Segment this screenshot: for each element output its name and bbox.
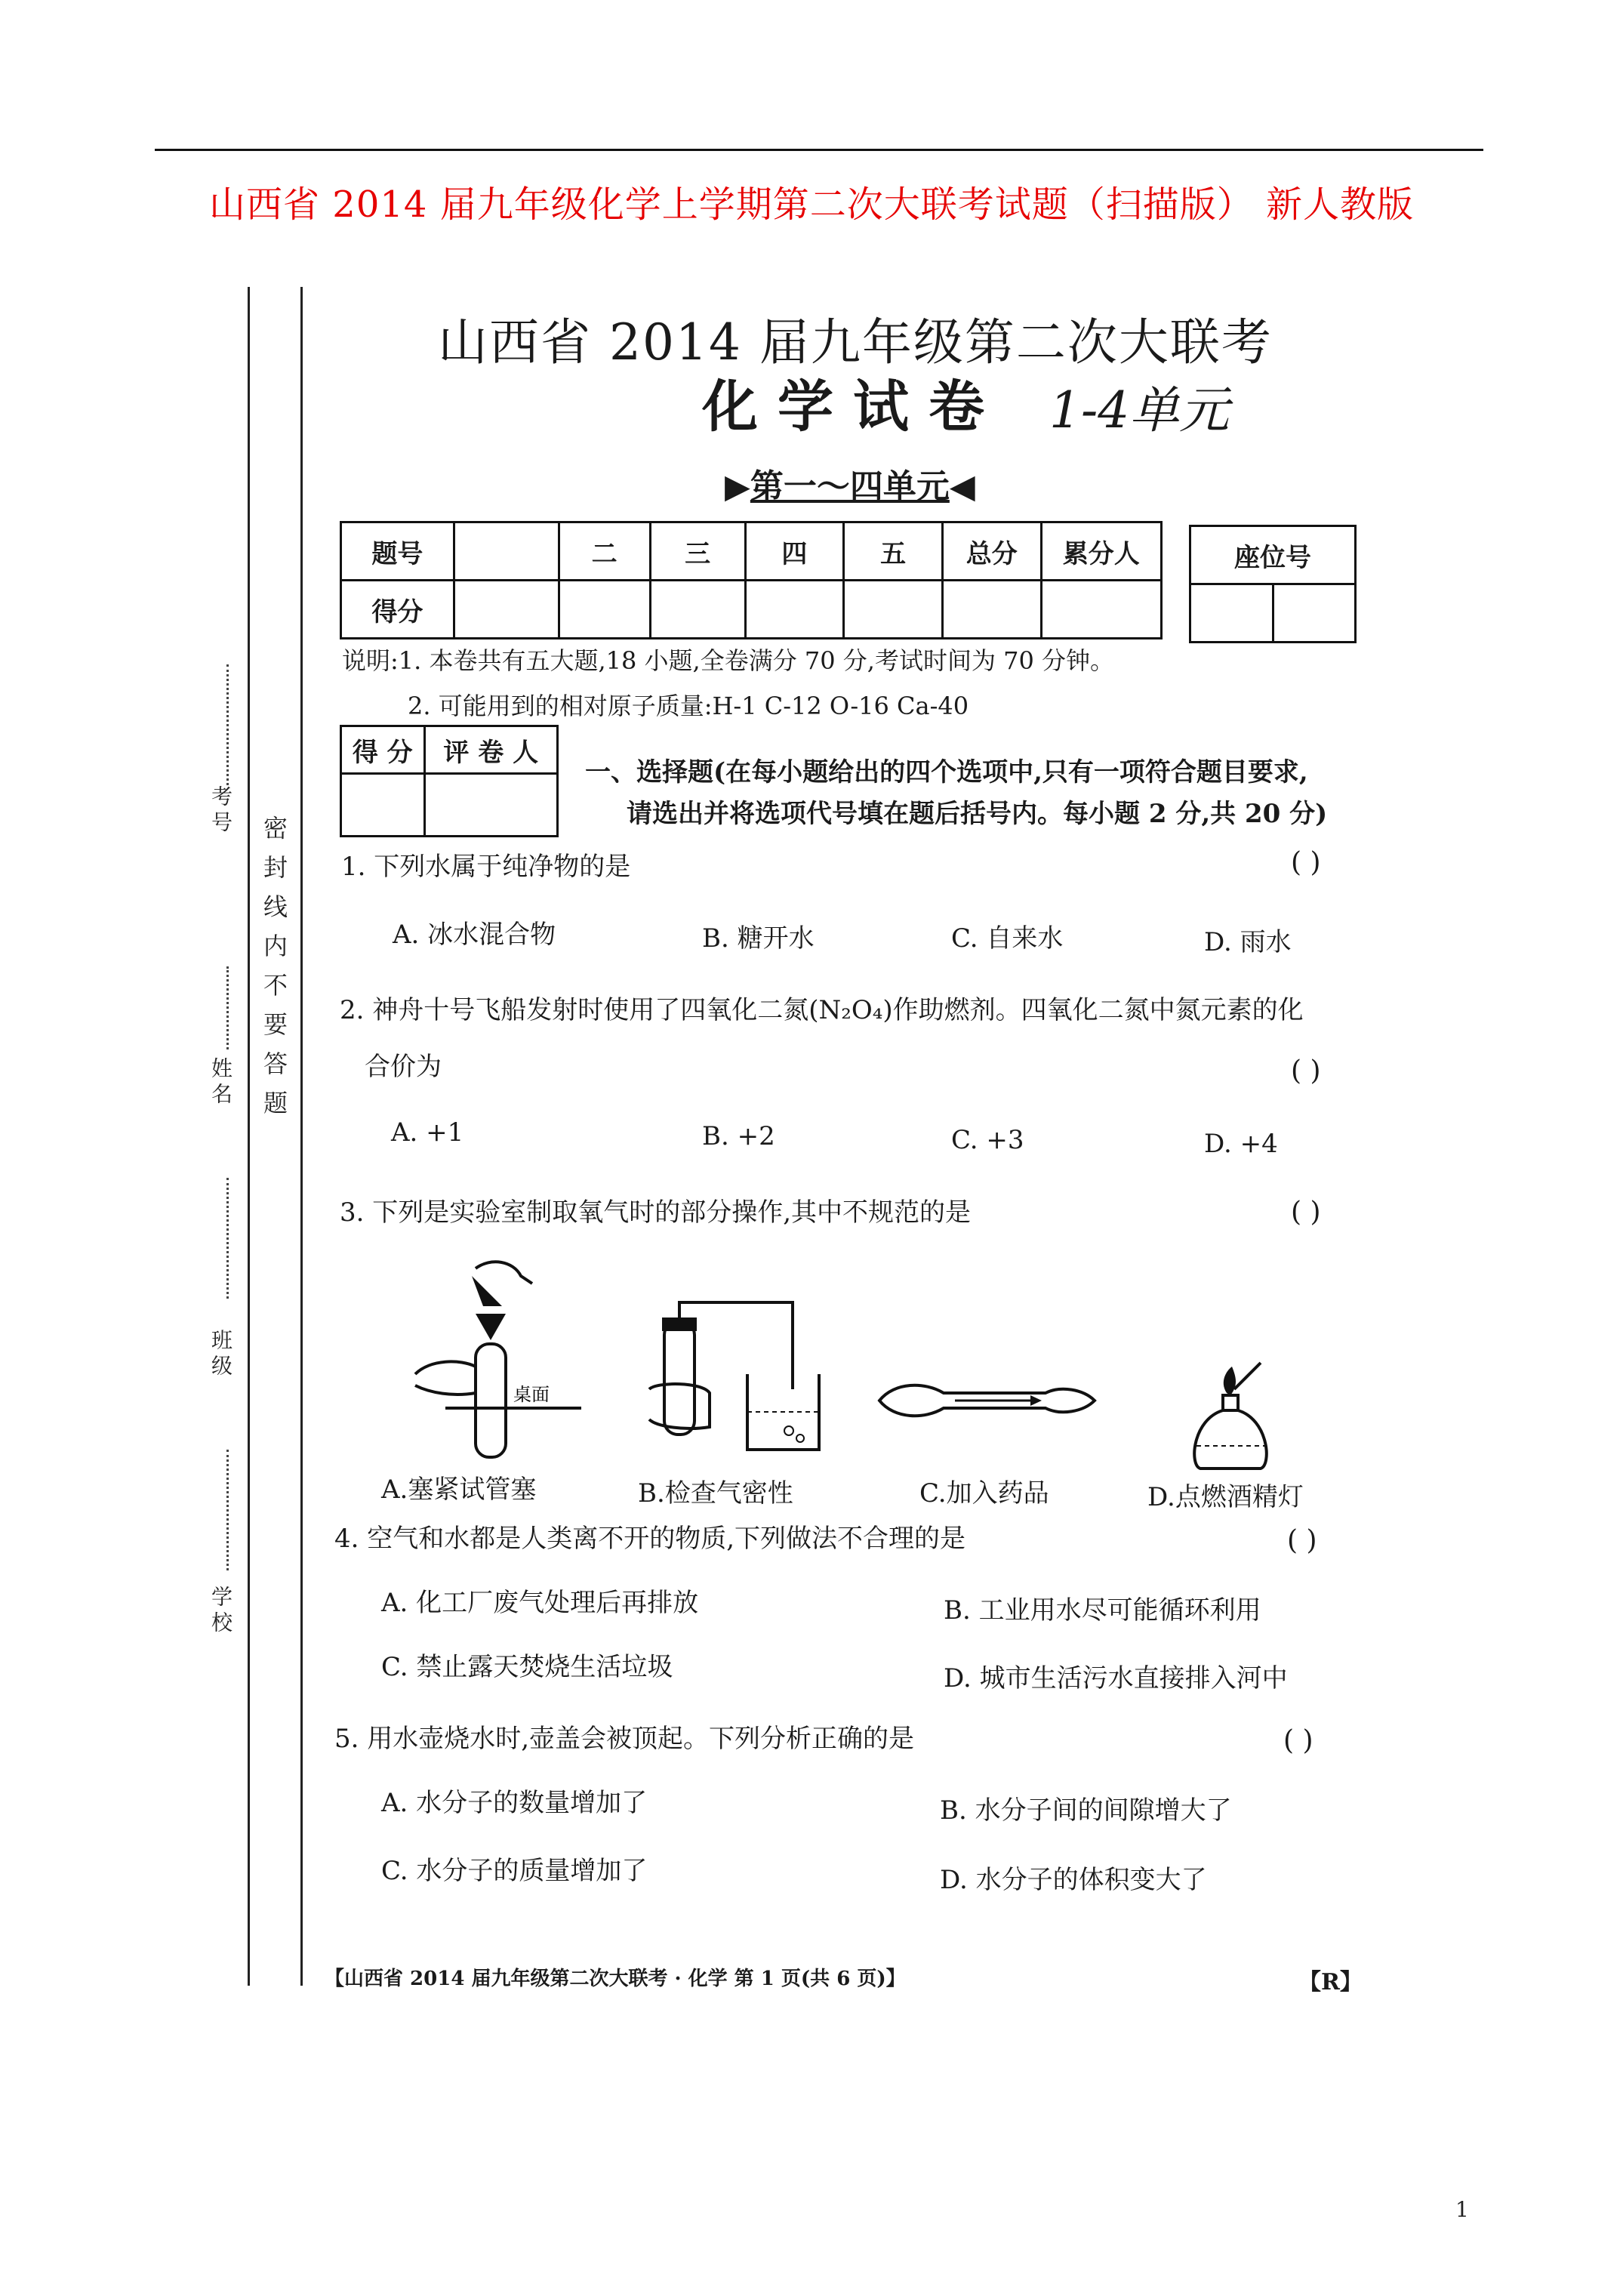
unit-arrow-left-icon: ▶ xyxy=(725,467,750,506)
grader-input-row xyxy=(341,774,558,837)
grader-name-label: 评 卷 人 xyxy=(424,726,557,774)
figure-b-airtightness-check xyxy=(642,1299,823,1472)
figure-c-add-reagent xyxy=(872,1367,1098,1435)
question-5-stem: 5. 用水壶烧水时,壶盖会被顶起。下列分析正确的是 xyxy=(334,1724,915,1754)
exam-heading: 山西省 2014 届九年级第二次大联考 xyxy=(438,313,1273,371)
question-2-stem-cont: 合价为 xyxy=(365,1052,442,1082)
section1-line-2: 请选出并将选项代号填在题后括号内。每小题 2 分,共 20 分) xyxy=(627,799,1328,829)
seat-number-box[interactable] xyxy=(1273,584,1356,643)
question-4-answer-blank[interactable]: ( ) xyxy=(1287,1525,1317,1556)
question-3-option-b: B.检查气密性 xyxy=(638,1478,793,1509)
question-2-option-a: A. +1 xyxy=(391,1117,464,1148)
score-table-score-row xyxy=(341,581,1162,639)
score-header-cell: 二 xyxy=(559,522,650,581)
field-label-school: 学校 xyxy=(208,1586,233,1637)
question-1-option-a: A. 冰水混合物 xyxy=(393,920,556,950)
grader-score-label: 得 分 xyxy=(341,726,425,774)
field-label-class: 班级 xyxy=(208,1329,233,1380)
question-4-stem: 4. 空气和水都是人类离不开的物质,下列做法不合理的是 xyxy=(334,1524,966,1554)
grader-table xyxy=(340,725,559,837)
unit-arrow-right-icon: ◀ xyxy=(949,467,975,506)
score-table-header-row xyxy=(341,522,1162,581)
score-header-cell: 四 xyxy=(745,522,844,581)
question-3-option-d: D.点燃酒精灯 xyxy=(1147,1482,1304,1512)
score-header-cell: 总分 xyxy=(942,522,1041,581)
question-3-option-c: C.加入药品 xyxy=(919,1478,1049,1509)
note-line-1: 说明:1. 本卷共有五大题,18 小题,全卷满分 70 分,考试时间为 70 分钟。 xyxy=(342,646,1115,675)
field-label-name: 姓名 xyxy=(208,1057,233,1108)
question-1-option-b: B. 糖开水 xyxy=(702,923,815,954)
grader-score-box[interactable] xyxy=(341,774,425,837)
question-2-option-c: C. +3 xyxy=(951,1125,1024,1155)
field-line-school xyxy=(226,1450,229,1570)
seat-box-row xyxy=(1190,584,1356,643)
seat-number-label: 座位号 xyxy=(1190,526,1356,584)
question-1-option-c: C. 自来水 xyxy=(951,923,1064,954)
section1-line-1: 一、选择题(在每小题给出的四个选项中,只有一项符合题目要求, xyxy=(585,757,1308,787)
question-5-option-c: C. 水分子的质量增加了 xyxy=(381,1856,648,1886)
question-5-option-a: A. 水分子的数量增加了 xyxy=(381,1788,648,1818)
question-3-answer-blank[interactable]: ( ) xyxy=(1291,1197,1321,1228)
question-1-option-d: D. 雨水 xyxy=(1204,927,1292,957)
question-4-option-a: A. 化工厂废气处理后再排放 xyxy=(381,1588,699,1618)
question-2-option-b: B. +2 xyxy=(702,1121,775,1151)
score-cell[interactable] xyxy=(650,581,745,639)
figure-a-stopper-test-tube xyxy=(400,1253,589,1465)
field-line-kaohao xyxy=(226,664,229,785)
unit-range xyxy=(725,459,975,507)
score-header-cell xyxy=(454,522,559,581)
question-1-stem: 1. 下列水属于纯净物的是 xyxy=(341,852,631,882)
seat-header-row xyxy=(1190,526,1356,584)
field-line-class xyxy=(226,1178,229,1299)
question-3-option-a: A.塞紧试管塞 xyxy=(381,1475,537,1505)
unit-range-label: 第一～四单元 xyxy=(750,467,950,506)
question-3-stem: 3. 下列是实验室制取氧气时的部分操作,其中不规范的是 xyxy=(340,1197,972,1228)
score-header-cell: 五 xyxy=(844,522,943,581)
question-5-option-b: B. 水分子间的间隙增大了 xyxy=(940,1795,1232,1826)
margin-line-outer xyxy=(248,287,250,1986)
question-2-option-d: D. +4 xyxy=(1204,1129,1278,1159)
question-4-option-b: B. 工业用水尽可能循环利用 xyxy=(944,1595,1261,1626)
grader-name-box[interactable] xyxy=(424,774,557,837)
scan-footer-right: 【R】 xyxy=(1298,1969,1363,1996)
score-cell[interactable] xyxy=(844,581,943,639)
seal-line-text: 密封线内不要答题 xyxy=(260,815,288,1130)
scan-footer-left: 【山西省 2014 届九年级第二次大联考 · 化学 第 1 页(共 6 页)】 xyxy=(325,1968,906,1990)
field-line-name xyxy=(226,966,229,1049)
grader-header-row xyxy=(341,726,558,774)
question-2-stem: 2. 神舟十号飞船发射时使用了四氧化二氮(N₂O₄)作助燃剂。四氧化二氮中氮元素的化 xyxy=(340,995,1304,1025)
seat-number-table xyxy=(1189,525,1357,643)
figure-d-light-alcohol-lamp xyxy=(1178,1359,1283,1472)
score-cell[interactable] xyxy=(559,581,650,639)
page-title: 山西省 2014 届九年级化学上学期第二次大联考试题（扫描版） 新人教版 xyxy=(209,183,1414,226)
question-2-answer-blank[interactable]: ( ) xyxy=(1291,1056,1321,1086)
question-4-option-d: D. 城市生活污水直接排入河中 xyxy=(944,1663,1288,1693)
page-number: 1 xyxy=(1455,2197,1469,2222)
score-cell[interactable] xyxy=(745,581,844,639)
handwritten-note: 1-4单元 xyxy=(1049,381,1230,439)
field-label-kaohao: 考号 xyxy=(208,785,233,837)
top-rule xyxy=(155,149,1483,151)
figure-a-desk-label: 桌面 xyxy=(513,1384,550,1405)
question-4-option-c: C. 禁止露天焚烧生活垃圾 xyxy=(381,1652,673,1682)
score-table xyxy=(340,521,1163,639)
question-5-answer-blank[interactable]: ( ) xyxy=(1283,1725,1313,1756)
margin-line-inner xyxy=(300,287,303,1986)
score-header-cell: 题号 xyxy=(341,522,454,581)
score-cell[interactable] xyxy=(942,581,1041,639)
score-cell[interactable] xyxy=(1041,581,1161,639)
score-cell[interactable] xyxy=(454,581,559,639)
score-header-cell: 累分人 xyxy=(1041,522,1161,581)
score-header-cell: 三 xyxy=(650,522,745,581)
note-line-2: 2. 可能用到的相对原子质量:H-1 C-12 O-16 Ca-40 xyxy=(408,692,969,720)
score-row-label: 得分 xyxy=(341,581,454,639)
seat-number-box[interactable] xyxy=(1190,584,1273,643)
question-1-answer-blank[interactable]: ( ) xyxy=(1291,847,1321,878)
exam-subject: 化学试卷 xyxy=(702,374,1004,439)
question-5-option-d: D. 水分子的体积变大了 xyxy=(940,1865,1207,1895)
